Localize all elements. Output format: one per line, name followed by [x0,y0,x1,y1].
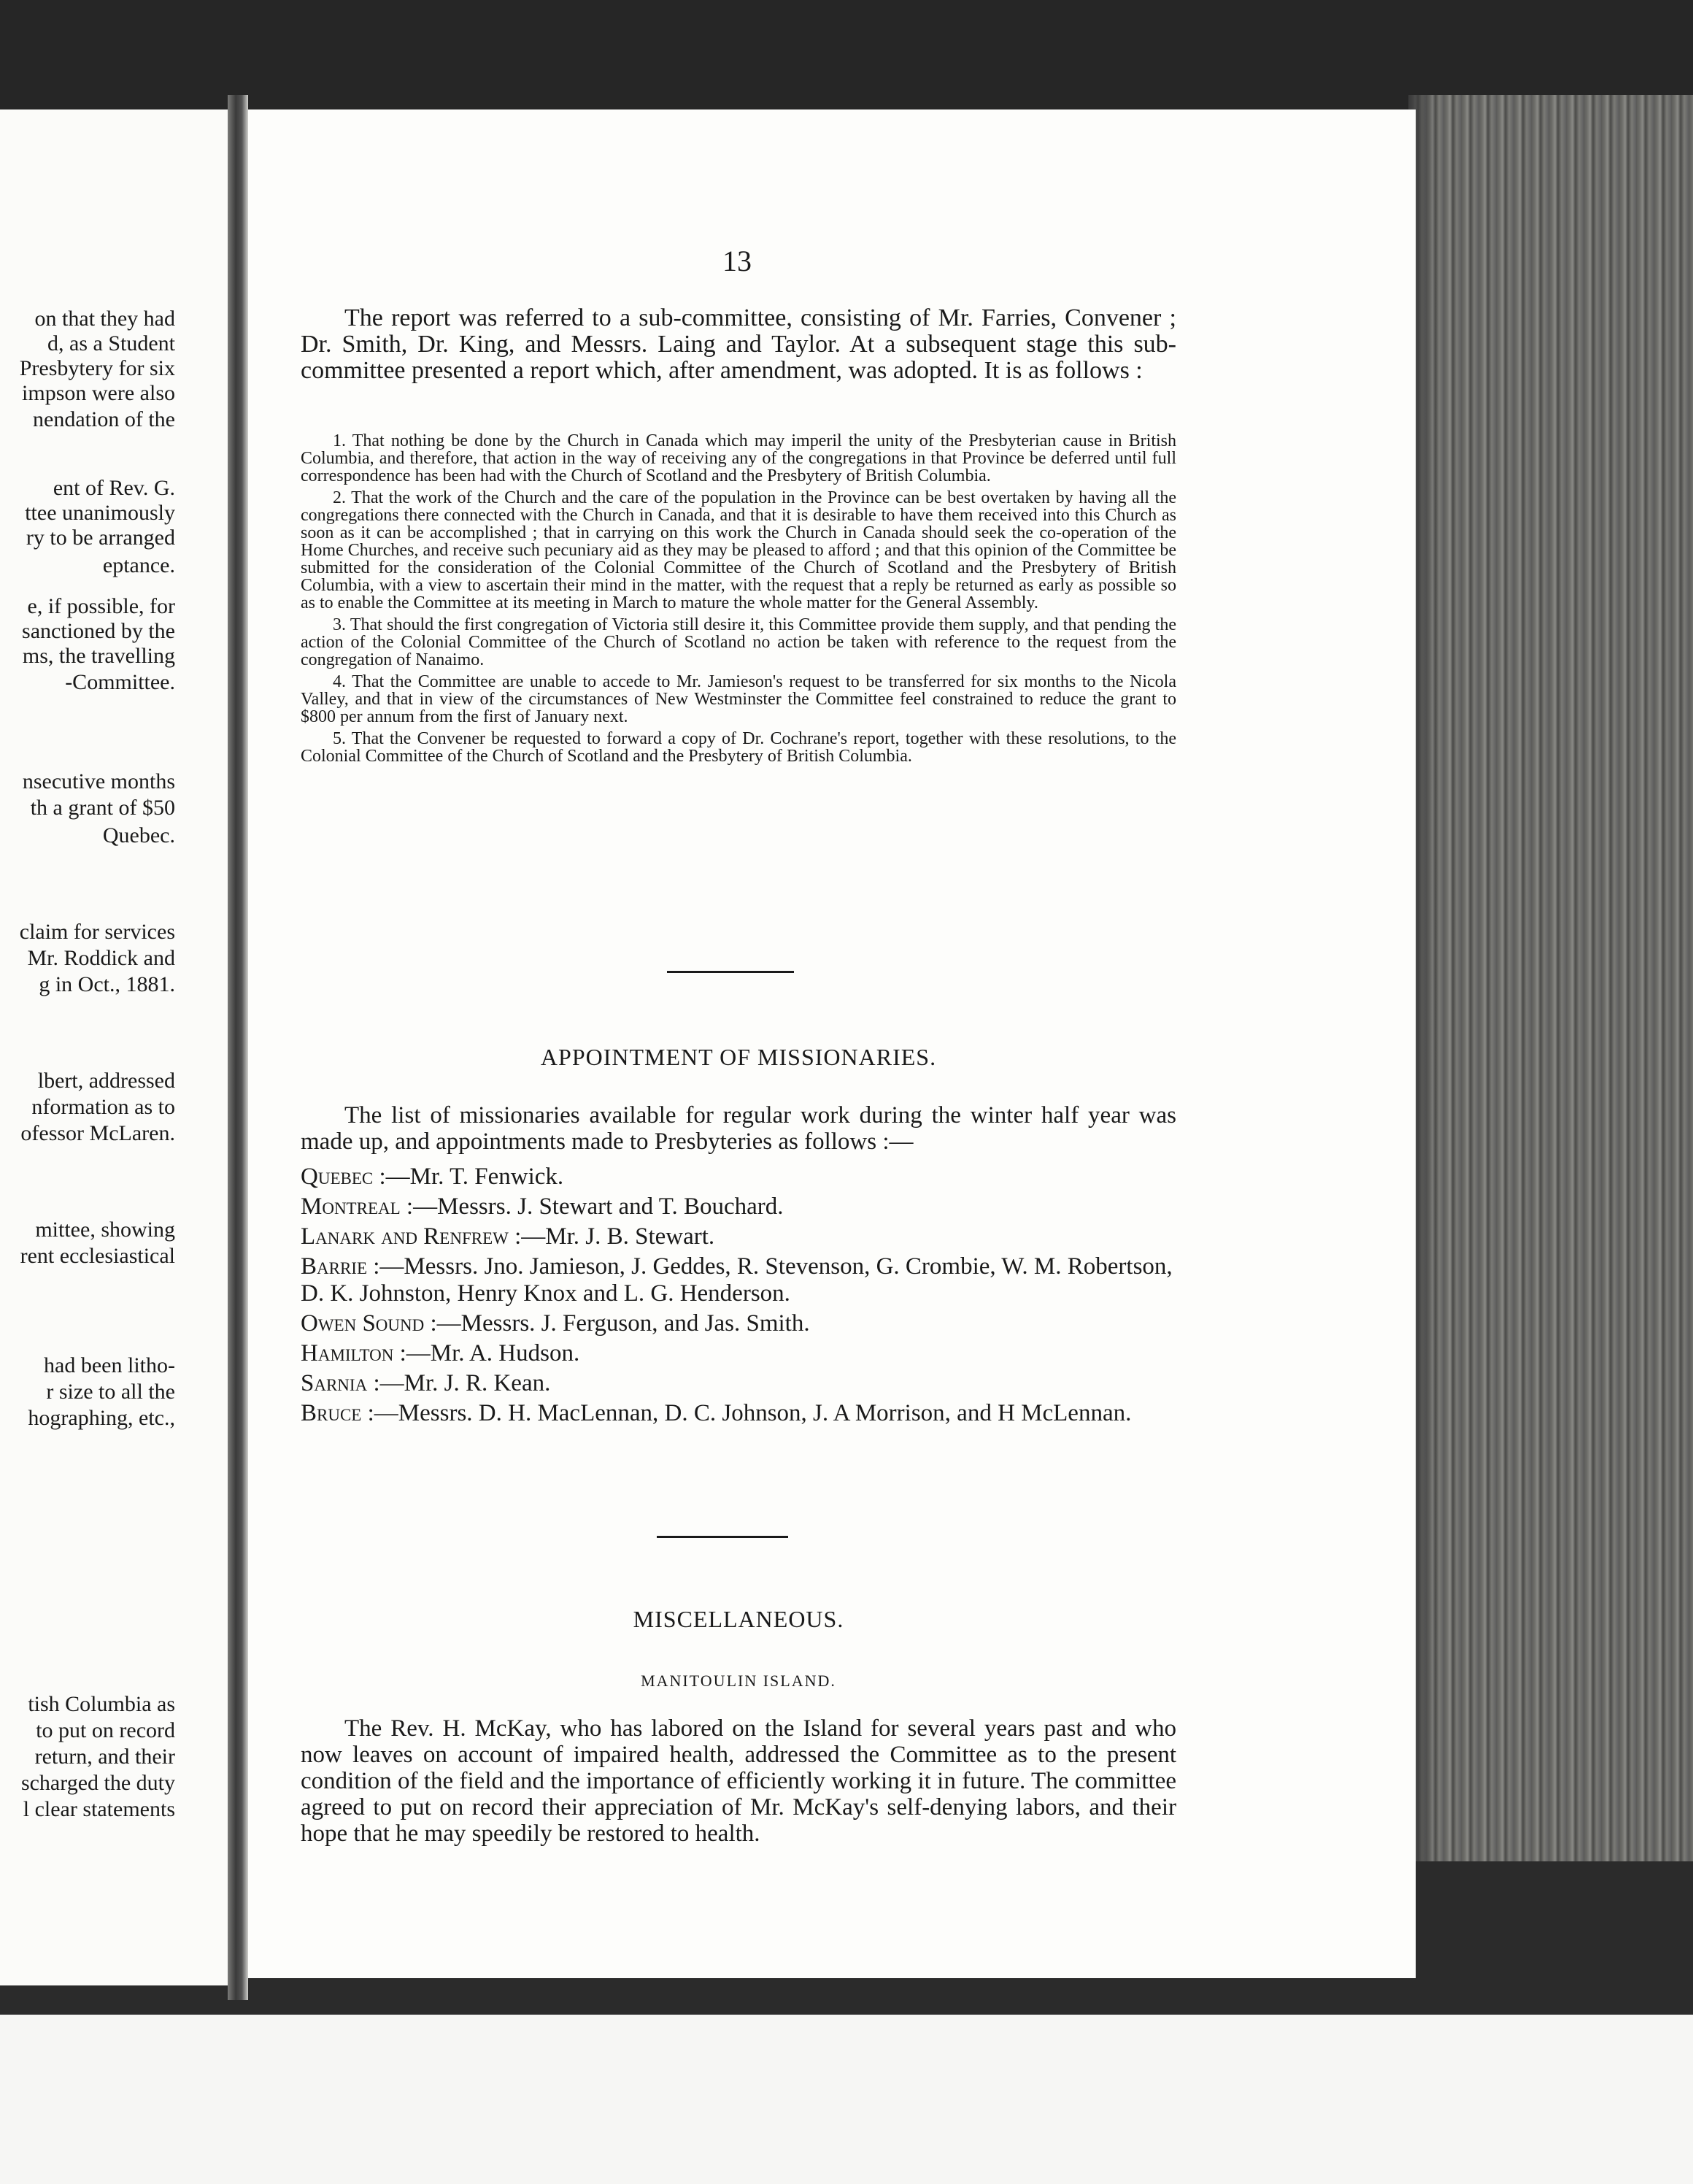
left-page-fragment: nsecutive months [22,769,175,793]
page-edges [1408,95,1693,1861]
appointment-text: :—Messrs. D. H. MacLennan, D. C. Johnson, J. A Morrison, and H McLennan. [361,1400,1132,1426]
left-page-fragment: -Committee. [65,670,175,694]
left-page-fragment: d, as a Student [47,331,175,355]
presbytery-name: Owen Sound [301,1310,425,1337]
left-page-fragment: on that they had [34,307,175,331]
left-page-fragment: return, and their [34,1745,175,1769]
presbytery-name: Bruce [301,1400,362,1426]
appointment-text: :—Messrs. Jno. Jamieson, J. Geddes, R. Stevenson, G. Crombie, W. M. Robertson, D. K. Johnston, Henry Knox and L. G. Henderson. [301,1253,1173,1307]
misc-block [301,1715,1176,1847]
left-page-fragment: Mr. Roddick and [27,946,175,970]
left-page-fragment: ent of Rev. G. [53,476,175,500]
appointments-intro: The list of missionaries available for regular work during the winter half year was made up, and appointments made to Presbyteries as follows :— [301,1102,1176,1155]
left-page-fragment: scharged the duty [20,1771,175,1795]
book-gutter [228,95,248,2000]
presbytery-name: Hamilton [301,1340,394,1366]
left-page-fragment: th a grant of $50 [30,796,175,820]
left-page-fragment: rent ecclesiastical [20,1244,175,1268]
appointment-entry [301,1340,1176,1367]
presbytery-name: Lanark and Renfrew [301,1223,509,1250]
appointment-entry [301,1370,1176,1397]
presbytery-name: Sarnia [301,1370,368,1396]
resolution-1: 1. That nothing be done by the Church in Canada which may imperil the unity of the Presbyterian cause in British Columbia, and therefore, that action in the way of receiving any of the congregations in that Province be deferred until full correspondence has been had with the Church of Scotland and the Presbytery of British Columbia. [301,431,1176,485]
left-page-fragment: ofessor McLaren. [20,1121,175,1145]
appointment-text: :—Mr. T. Fenwick. [373,1164,564,1190]
appointment-entry [301,1310,1176,1337]
left-page-fragment: mittee, showing [35,1218,175,1242]
left-page-fragment: sanctioned by the [22,619,175,643]
misc-heading: MISCELLANEOUS. [633,1606,844,1632]
scanner-background-bottom [0,2015,1693,2184]
left-page-fragment: r size to all the [46,1380,175,1404]
left-page-fragment: Presbytery for six [19,356,175,380]
scanner-background-top [0,0,1693,109]
left-page-fragment: tish Columbia as [28,1692,175,1716]
appointment-text: :—Mr. J. B. Stewart. [508,1223,715,1250]
section-divider [667,971,794,973]
appointments-heading: APPOINTMENT OF MISSIONARIES. [540,1044,937,1070]
appointment-text: :—Messrs. J. Ferguson, and Jas. Smith. [424,1310,810,1337]
resolution-4: 4. That the Committee are unable to accede to Mr. Jamieson's request to be transferred for six months to the Nicola Valley, and that in view of the circumstances of New Westminster the Committee feel constrained to reduce the grant to $800 per annum from the first of January next. [301,672,1176,726]
appointments-block [301,1102,1176,1430]
intro-paragraph: The report was referred to a sub-committee, consisting of Mr. Farries, Convener ; Dr. Smith, Dr. King, and Messrs. Laing and Taylor. At a subsequent stage this sub-committee presented a report which, after amendment, was adopted. It is as follows : [301,304,1176,384]
appointment-entry [301,1253,1176,1307]
resolutions-block [301,432,1176,769]
intro-block [301,305,1176,384]
appointment-entry [301,1223,1176,1250]
presbytery-name: Quebec [301,1164,374,1190]
left-page-fragment: hographing, etc., [28,1406,175,1430]
page-number: 13 [722,245,752,277]
appointment-text: :—Mr. J. R. Kean. [367,1370,551,1396]
left-page-fragment: ttee unanimously [25,501,175,525]
section-divider [657,1536,788,1538]
appointment-text: :—Messrs. J. Stewart and T. Bouchard. [400,1193,784,1220]
resolution-2: 2. That the work of the Church and the care of the population in the Province can be best overtaken by having all the congregations there connected with the Church in Canada, and that it is desirable to have them received into this Church as soon as it can be accomplished ; that in carrying on this work the Church in Canada should seek the co-operation of the Home Churches, and receive such pecuniary aid as they may be pleased to afford ; and that this opinion of the Committee be submitted for the consideration of the Colonial Committee of the Church of Scotland and the Presbytery of British Columbia, with a view to ascertain their mind in the matter, with the request that a reply be returned as early as possible so as to enable the Committee at its meeting in March to mature the whole matter for the General Assembly. [301,488,1176,612]
left-page-fragment: l clear statements [23,1797,175,1821]
misc-paragraph: The Rev. H. McKay, who has labored on the Island for several years past and who now leaves on account of impaired health, addressed the Committee as to the present condition of the field and the importance of efficiently working it in future. The committee agreed to put on record their appreciation of Mr. McKay's self-denying labors, and their hope that he may speedily be restored to health. [301,1715,1176,1847]
left-page-fragment: nendation of the [33,407,175,431]
left-page-fragment: impson were also [22,381,175,405]
left-page-fragment: eptance. [102,553,175,577]
resolution-5: 5. That the Convener be requested to forward a copy of Dr. Cochrane's report, together with these resolutions, to the Colonial Committee of the Church of Scotland and the Presbytery of British Columbia. [301,729,1176,766]
misc-subheading: MANITOULIN ISLAND. [641,1672,836,1690]
left-page-fragment: ms, the travelling [22,644,175,668]
left-page-fragment: claim for services [19,920,175,944]
left-page-fragment: to put on record [36,1718,175,1742]
resolution-3: 3. That should the first congregation of Victoria still desire it, this Committee provide them supply, and that pending the action of the Colonial Committee of the Church of Scotland no action be taken with reference to the request from the congregation of Nanaimo. [301,615,1176,669]
left-page-fragment: Quebec. [102,823,175,847]
appointment-text: :—Mr. A. Hudson. [393,1340,580,1366]
appointments-list [301,1164,1176,1427]
left-page-fragment: lbert, addressed [37,1069,175,1093]
left-page-fragment: nformation as to [31,1095,175,1119]
left-page-fragment: g in Oct., 1881. [39,972,175,996]
presbytery-name: Montreal [301,1193,401,1220]
presbytery-name: Barrie [301,1253,368,1280]
appointment-entry [301,1193,1176,1220]
left-page-fragment: ry to be arranged [26,526,175,550]
appointment-entry [301,1400,1176,1427]
left-page-fragment: had been litho- [44,1353,175,1377]
left-page-fragment: e, if possible, for [27,594,175,618]
appointment-entry [301,1164,1176,1191]
